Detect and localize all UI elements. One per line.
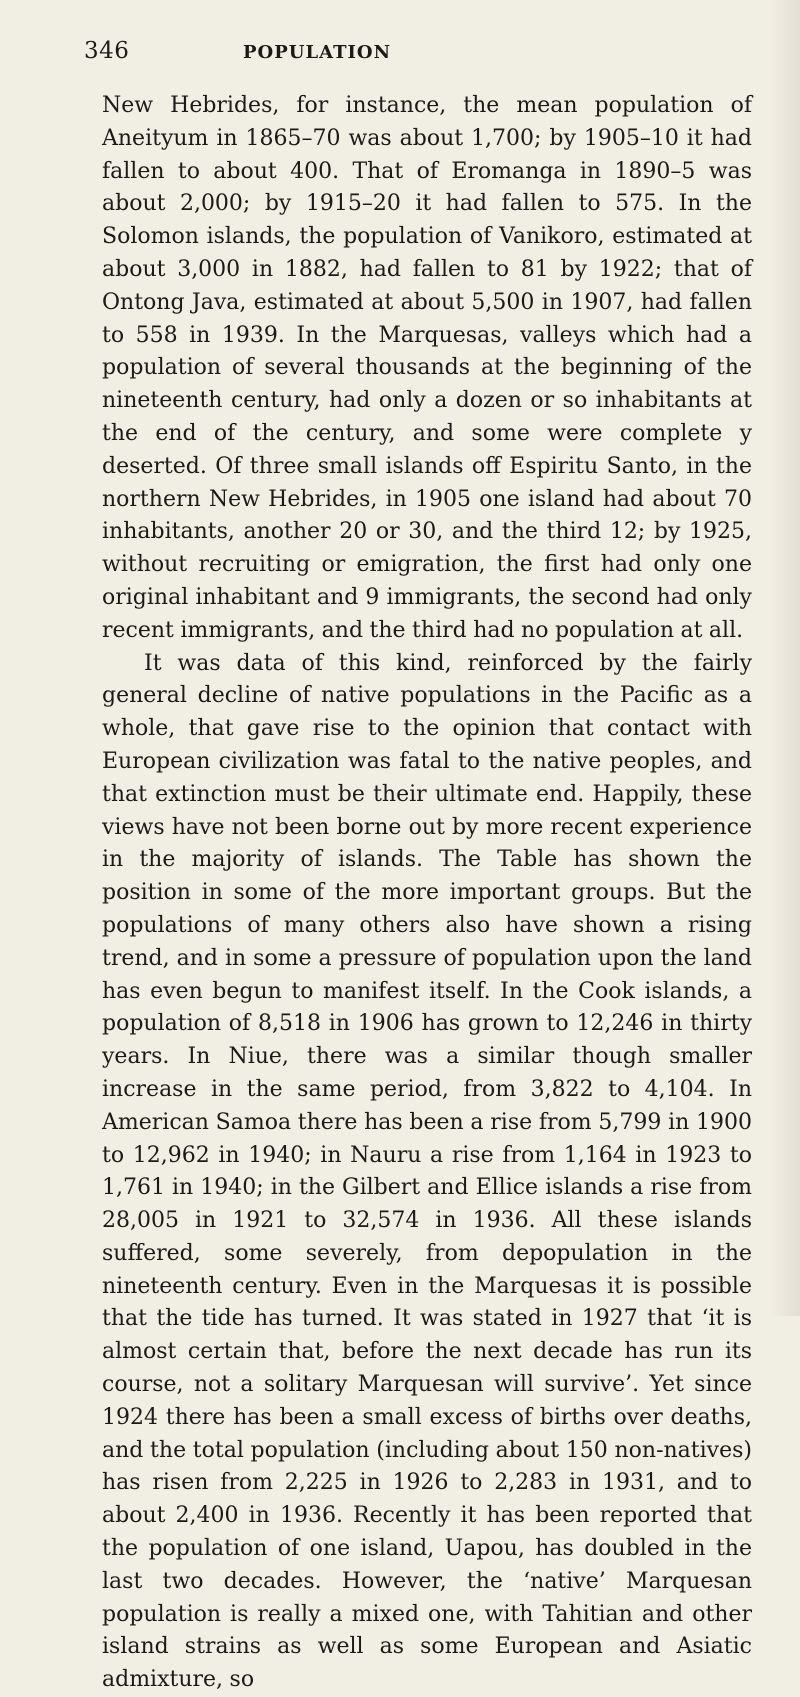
running-head: POPULATION <box>243 42 392 63</box>
body-text <box>102 90 752 1697</box>
page-edge-shadow <box>770 0 800 1316</box>
paragraph-data-kind: It was data of this kind, reinforced by the fairly general decline of native populations in the Pacific as a whole, that gave rise to the opinion that contact with European civilization was fatal to the native peoples, and that extinction must be their ultimate end. Happily, these views have not been borne out by more recent experience in the majority of islands. The Table has shown the position in some of the more important groups. But the populations of many others also have shown a rising trend, and in some a pressure of population upon the land has even begun to manifest itself. In the Cook islands, a population of 8,518 in 1906 has grown to 12,246 in thirty years. In Niue, there was a similar though smaller increase in the same period, from 3,822 to 4,104. In American Samoa there has been a rise from 5,799 in 1900 to 12,962 in 1940; in Nauru a rise from 1,164 in 1923 to 1,761 in 1940; in the Gilbert and Ellice islands a rise from 28,005 in 1921 to 32,574 in 1936. All these islands suffered, some severely, from depopulation in the nineteenth century. Even in the Marquesas it is possible that the tide has turned. It was stated in 1927 that ‘it is almost certain that, before the next decade has run its course, not a solitary Marquesan will survive’. Yet since 1924 there has been a small excess of births over deaths, and the total population (including about 150 non-natives) has risen from 2,225 in 1926 to 2,283 in 1931, and to about 2,400 in 1936. Recently it has been reported that the population of one island, Uapou, has doubled in the last two decades. However, the ‘native’ Marquesan population is really a mixed one, with Tahitian and other island strains as well as some European and Asiatic admixture, so <box>102 650 752 1693</box>
page-header <box>0 38 800 78</box>
paragraph-continued: New Hebrides, for instance, the mean population of Aneityum in 1865–70 was about 1,700; by 1905–10 it had fallen to about 400. That of Eromanga in 1890–5 was about 2,000; by 1915–20 it had fallen to 575. In the Solomon islands, the population of Vanikoro, estimated at about 3,000 in 1882, had fallen to 81 by 1922; that of Ontong Java, estimated at about 5,500 in 1907, had fallen to 558 in 1939. In the Marquesas, valleys which had a population of several thousands at the beginning of the nineteenth century, had only a dozen or so inhabitants at the end of the century, and some were complete y deserted. Of three small islands off Espiritu Santo, in the northern New Hebrides, in 1905 one island had about 70 inhabitants, another 20 or 30, and the third 12; by 1925, without recruiting or emigration, the first had only one original inhabitant and 9 immigrants, the second had only recent immigrants, and the third had no population at all. <box>102 93 752 643</box>
page-number: 346 <box>84 38 130 64</box>
